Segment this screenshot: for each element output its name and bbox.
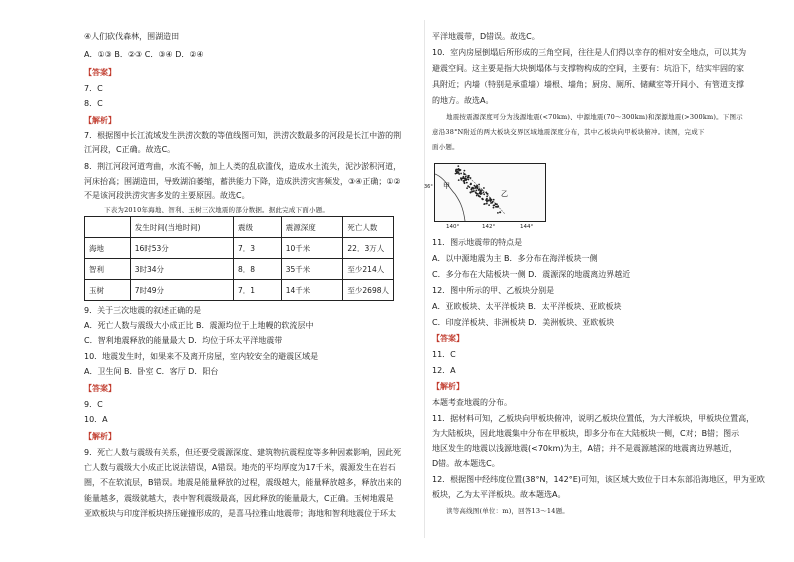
table-header-cell: 震级 — [234, 217, 282, 238]
analysis-line: 不是该河段洪涝灾害多发的主要原因。故选C。 — [84, 191, 250, 200]
table-row — [85, 259, 394, 280]
epicenter-dot — [458, 173, 460, 175]
epicenter-dot — [458, 179, 460, 181]
analysis-line: 7．根据图中长江流域发生洪涝次数的等值线图可知，洪涝次数最多的河段是长江中游的荆 — [84, 131, 402, 140]
table-header-row — [85, 217, 394, 238]
analysis-line: 能量越多，震级就越大，表中智利震级最高，因此释放的能量最大，C正确。玉树地震是 — [84, 494, 394, 503]
analysis-header: 【解析】 — [84, 116, 116, 125]
epicenter-dot — [483, 187, 485, 189]
choices: A．①③ B．②③ C．③④ D．②④ — [84, 50, 204, 59]
epicenter-dot — [478, 189, 480, 191]
epicenter-dot — [490, 202, 492, 204]
answer-8: 8．C — [84, 99, 103, 108]
epicenter-dot — [479, 196, 481, 198]
epicenter-dot — [468, 179, 470, 181]
question-intro: 地震按震源深度可分为浅源地震(<70km)、中源地震(70～300km)和深源地震(>300km)。下图示 — [446, 113, 743, 121]
analysis-line: 平洋地震带，D错误。故选C。 — [432, 32, 540, 41]
table-row — [85, 280, 394, 301]
table-intro: 下表为2010年海地、智利、玉树三次地震的部分数据。据此完成下面小题。 — [104, 206, 330, 214]
analysis-line: 8．荆江河段河道弯曲，水流不畅，加上人类的乱砍滥伐，造成水土流失，泥沙淤积河道， — [84, 162, 402, 171]
analysis-line: 为大陆板块，因此地震集中分布在甲板块，即多分布在大陆板块一侧，C对；B错；图示 — [432, 429, 740, 438]
analysis-line: 具附近；内墙（特别是承重墙）墙根、墙角；厨房、厕所、储藏室等开间小、有管道支撑 — [432, 80, 744, 89]
answer-10: 10．A — [84, 415, 108, 424]
epicenter-dot — [477, 187, 479, 189]
table-row — [85, 238, 394, 259]
epicenter-dot — [475, 191, 477, 193]
analysis-line: 江河段，C正确。故选C。 — [84, 145, 176, 154]
epicenter-dot — [485, 192, 487, 194]
question-intro: 面小题。 — [432, 143, 459, 151]
epicenter-dot — [476, 193, 478, 195]
analysis-line: 避震空间。这主要是指大块倒塌体与支撑物构成的空间，主要有：坑沿下，结实牢固的家 — [432, 64, 744, 73]
table-cell: 至少214人 — [343, 259, 394, 280]
analysis-line: 板块，乙为太平洋板块。故本题选A。 — [432, 490, 566, 499]
epicenter-dot — [490, 200, 492, 202]
table-header-cell: 死亡人数 — [343, 217, 394, 238]
lat-label: 36° — [424, 184, 433, 190]
question-12-options: A．亚欧板块、太平洋板块 B．太平洋板块、亚欧板块 — [432, 302, 622, 311]
epicenter-dot — [457, 165, 459, 167]
next-question-intro: 读等高线图(单位：m)，回答13～14题。 — [446, 507, 569, 515]
table-cell: 22．3万人 — [343, 238, 394, 259]
epicenter-dot — [467, 185, 469, 187]
analysis-line: 10．室内房屋倒塌后所形成的三角空间，往往是人们得以幸存的相对安全地点，可以其为 — [432, 48, 747, 57]
lon-label: 142° — [482, 224, 496, 230]
answer-header: 【答案】 — [84, 384, 116, 393]
analysis-header: 【解析】 — [84, 432, 116, 441]
epicenter-dot — [499, 211, 501, 213]
table-cell: 16时53分 — [130, 238, 233, 259]
table-cell: 至少2698人 — [343, 280, 394, 301]
epicenter-dot — [468, 175, 470, 177]
epicenter-dot — [492, 201, 494, 203]
epicenter-dot — [466, 187, 468, 189]
question-9-options: A．死亡人数与震级大小成正比 B．震源均位于上地幔的软流层中 — [84, 321, 314, 330]
table-cell: 7时49分 — [130, 280, 233, 301]
epicenter-dot — [465, 176, 467, 178]
epicenter-dot — [466, 178, 468, 180]
epicenter-dot — [460, 169, 462, 171]
lon-label: 144° — [520, 224, 534, 230]
epicenter-dot — [456, 171, 458, 173]
epicenter-dot — [480, 192, 482, 194]
epicenter-dot — [487, 193, 489, 195]
question-9: 9．关于三次地震的叙述正确的是 — [84, 306, 202, 315]
epicenter-dot — [483, 193, 485, 195]
analysis-line: 亚欧板块与印度洋板块挤压碰撞形成的，是喜马拉雅山地震带；海地和智利地震位于环太 — [84, 509, 396, 518]
epicenter-dot — [489, 197, 491, 199]
epicenter-dot — [461, 179, 463, 181]
epicenter-dot — [495, 204, 497, 206]
epicenter-dot — [470, 191, 472, 193]
question-9-options: C．智利地震释放的能量最大 D．均位于环太平洋地震带 — [84, 336, 283, 345]
analysis-line: 河床抬高；围湖造田，导致湖泊萎缩，蓄洪能力下降，造成洪涝灾害频发，③④正确；①② — [84, 177, 401, 186]
coastline — [435, 174, 465, 221]
lon-label: 140° — [446, 224, 460, 230]
table-cell: 7．3 — [234, 238, 282, 259]
answer-12: 12．A — [432, 366, 456, 375]
answer-11: 11．C — [432, 350, 456, 359]
earthquake-table — [84, 216, 394, 301]
table-cell: 3时34分 — [130, 259, 233, 280]
answer-7: 7．C — [84, 84, 103, 93]
option-text: ④人们砍伐森林，围湖造田 — [84, 32, 180, 41]
epicenter-dot — [464, 173, 466, 175]
epicenter-dot — [463, 180, 465, 182]
epicenter-dot — [478, 184, 480, 186]
analysis-line: D错。故本题选C。 — [432, 459, 500, 468]
epicenter-dot — [493, 199, 495, 201]
analysis-line: 11．据材料可知，乙板块向甲板块俯冲，说明乙板块位置低，为大洋板块，甲板块位置高， — [432, 414, 755, 423]
plate-label-yi: 乙 — [501, 190, 508, 198]
epicenter-dot — [464, 182, 466, 184]
table-header-cell: 震源深度 — [281, 217, 343, 238]
question-10-options: A．卫生间 B．卧室 C．客厅 D．阳台 — [84, 367, 219, 376]
question-11: 11．图示地震带的特点是 — [432, 238, 523, 247]
epicenter-dot — [486, 196, 488, 198]
epicenter-dot — [456, 169, 458, 171]
epicenter-dot — [478, 195, 480, 197]
question-12: 12．图中所示的甲、乙板块分别是 — [432, 286, 555, 295]
analysis-topic: 本题考查地震的分布。 — [432, 398, 512, 407]
table-header-cell: 发生时间(当地时间) — [130, 217, 233, 238]
analysis-line: 地区发生的地震以浅源地震(<70km)为主，A错；并不是震源越深的地震离边界越近， — [432, 444, 738, 453]
epicenter-dot — [488, 204, 490, 206]
epicenter-dot — [482, 198, 484, 200]
epicenter-dot — [479, 189, 481, 191]
table-header-cell — [85, 217, 131, 238]
epicenter-dot — [483, 192, 485, 194]
table-cell: 10千米 — [281, 238, 343, 259]
analysis-line: 12．根据图中经纬度位置(38°N，142°E)可知，该区域大致位于日本东部沿海地区，甲为亚欧 — [432, 475, 765, 484]
question-10: 10．地震发生时，如果来不及离开房屋，室内较安全的避震区域是 — [84, 352, 319, 361]
epicenter-dot — [475, 186, 477, 188]
epicenter-dot — [466, 182, 468, 184]
epicenter-dot — [486, 203, 488, 205]
map-svg — [435, 164, 545, 221]
epicenter-dot — [470, 177, 472, 179]
epicenter-dot — [475, 190, 477, 192]
earthquake-depth-map — [434, 163, 546, 222]
epicenter-dot — [481, 189, 483, 191]
table-cell: 14千米 — [281, 280, 343, 301]
analysis-line: 9．死亡人数与震级有关系，但还要受震源深度、建筑物抗震程度等多种因素影响，因此死 — [84, 448, 402, 457]
table-cell: 玉树 — [85, 280, 131, 301]
analysis-header: 【解析】 — [432, 382, 464, 391]
epicenter-dot — [471, 189, 473, 191]
epicenter-dot — [496, 206, 498, 208]
table-cell: 8．8 — [234, 259, 282, 280]
table-cell: 7．1 — [234, 280, 282, 301]
epicenter-dot — [476, 195, 478, 197]
epicenter-dot — [462, 177, 464, 179]
epicenter-dot — [467, 177, 469, 179]
epicenter-dot — [464, 170, 466, 172]
epicenter-dot — [472, 191, 474, 193]
answer-header: 【答案】 — [84, 68, 116, 77]
table-cell: 智利 — [85, 259, 131, 280]
epicenter-dot — [497, 212, 499, 214]
answer-9: 9．C — [84, 400, 103, 409]
epicenter-dot — [493, 207, 495, 209]
table-cell: 35千米 — [281, 259, 343, 280]
question-12-options: C．印度洋板块、非洲板块 D．美洲板块、亚欧板块 — [432, 318, 615, 327]
epicenter-dot — [460, 173, 462, 175]
analysis-line: 圈，不在软流层，B错误。地震是能量释放的过程，震级越大，能量释放越多，释放出来的 — [84, 478, 402, 487]
epicenter-dot — [493, 204, 495, 206]
analysis-line: 亡人数与震级大小成正比说法错误，A错误。地壳的平均厚度为17千米，震源发生在岩石 — [84, 463, 396, 472]
column-divider — [424, 20, 425, 538]
epicenter-dot — [484, 203, 486, 205]
plate-label-jia: 甲 — [443, 182, 450, 190]
epicenter-dot — [470, 183, 472, 185]
question-11-options: A．以中源地震为主 B．多分布在海洋板块一侧 — [432, 254, 598, 263]
question-intro: 意沿38°N附近的两大板块交界区域地震深度分布，其中乙板块向甲板块俯冲。读图，完成下 — [432, 128, 705, 136]
question-11-options: C．多分布在大陆板块一侧 D．震源深的地震离边界越近 — [432, 270, 631, 279]
epicenter-dot — [488, 200, 490, 202]
table-cell: 海地 — [85, 238, 131, 259]
analysis-line: 的地方。故选A。 — [432, 96, 494, 105]
answer-header: 【答案】 — [432, 334, 464, 343]
